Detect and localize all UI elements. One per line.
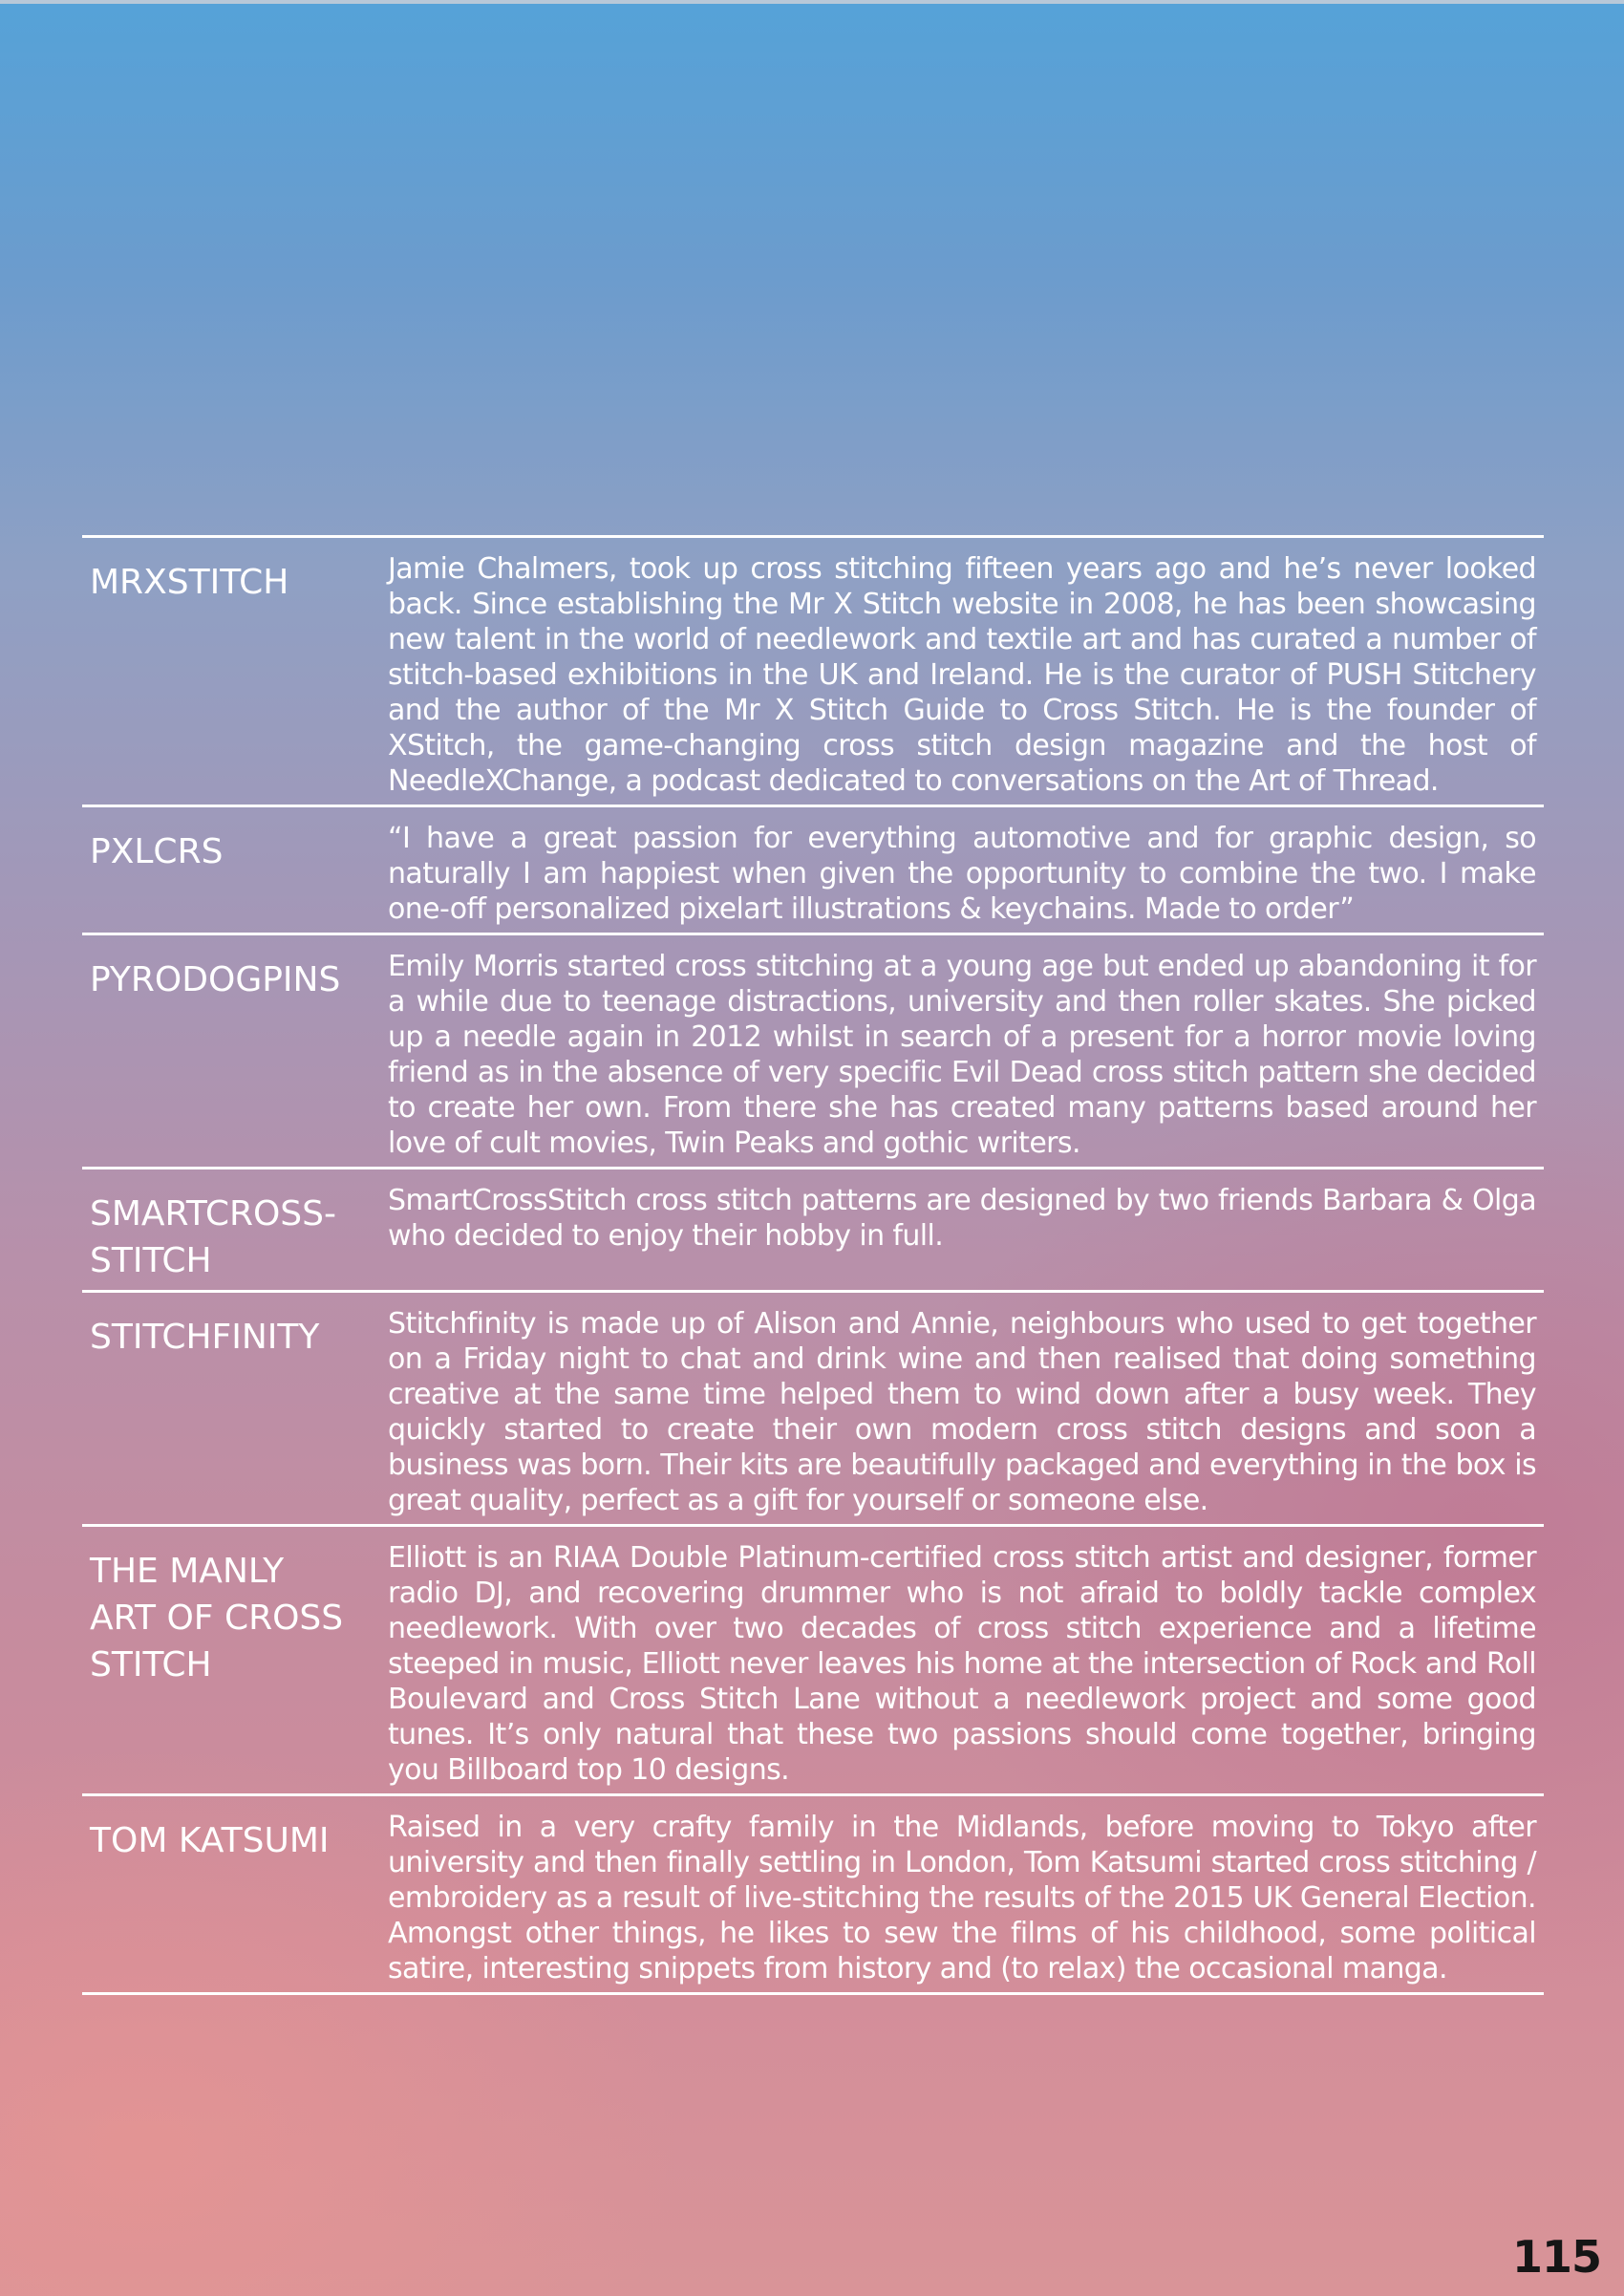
contributor-name: MRXSTITCH: [90, 563, 289, 602]
top-edge-rule: [0, 0, 1624, 4]
contributor-list: [82, 535, 1544, 1995]
contributor-entry: [82, 535, 1544, 805]
contributor-name: SMARTCROSS- STITCH: [90, 1194, 336, 1280]
contributor-bio: SmartCrossStitch cross stitch patterns are designed by two friends Barbara & Olga who decided to enjoy their hobby in full.: [388, 1184, 1536, 1253]
contributor-name: STITCHFINITY: [90, 1318, 320, 1357]
contributor-bio: Raised in a very crafty family in the Midlands, before moving to Tokyo after university and then finally settling in London, Tom Katsumi started cross stitching / embroidery as a result of live-stitching the results of the 2015 UK General Election. Amongst other things, he likes to sew the films of his childhood, some political satire, interesting snippets from history and (to relax) the occasional manga.: [388, 1811, 1536, 1985]
contributor-entry: [82, 1524, 1544, 1793]
contributor-name: TOM KATSUMI: [90, 1821, 330, 1860]
contributor-bio: Emily Morris started cross stitching at a young age but ended up abandoning it for a while due to teenage distractions, university and then roller skates. She picked up a needle again in 2012 whilst in search of a present for a horror movie loving friend as in the absence of very specific Evil Dead cross stitch pattern she decided to create her own. From there she has created many patterns based around her love of cult movies, Twin Peaks and gothic writers.: [388, 950, 1536, 1160]
contributor-bio: “I have a great passion for everything automotive and for graphic design, so naturally I am happiest when given the opportunity to combine the two. I make one-off personalized pixelart illustrations & keychains. Made to order”: [388, 822, 1536, 926]
contributor-entry: [82, 933, 1544, 1167]
contributor-entry: [82, 1793, 1544, 1995]
contributor-name: THE MANLY ART OF CROSS STITCH: [90, 1552, 344, 1684]
contributor-bio: Jamie Chalmers, took up cross stitching fifteen years ago and he’s never looked back. Since establishing the Mr X Stitch website in 2008, he has been showcasing new talent in the world of needlework and textile art and has curated a number of stitch-based exhibitions in the UK and Ireland. He is the curator of PUSH Stitchery and the author of the Mr X Stitch Guide to Cross Stitch. He is the founder of XStitch, the game-changing cross stitch design magazine and the host of NeedleXChange, a podcast dedicated to conversations on the Art of Thread.: [388, 552, 1536, 798]
contributor-bio: Stitchfinity is made up of Alison and Annie, neighbours who used to get together on a Friday night to chat and drink wine and then realised that doing something creative at the same time helped them to wind down after a busy week. They quickly started to create their own modern cross stitch designs and soon a business was born. Their kits are beautifully packaged and everything in the box is great quality, perfect as a gift for yourself or someone else.: [388, 1307, 1536, 1517]
contributor-entry: [82, 805, 1544, 933]
contributor-bio: Elliott is an RIAA Double Platinum-certified cross stitch artist and designer, former radio DJ, and recovering drummer who is not afraid to boldly tackle complex needlework. With over two decades of cross stitch experience and a lifetime steeped in music, Elliott never leaves his home at the intersection of Rock and Roll Boulevard and Cross Stitch Lane without a needlework project and some good tunes. It’s only natural that these two passions should come together, bringing you Billboard top 10 designs.: [388, 1541, 1536, 1787]
contributor-entry: [82, 1167, 1544, 1290]
contributor-entry: [82, 1290, 1544, 1524]
page-number: 115: [1511, 2231, 1601, 2283]
contributor-name: PXLCRS: [90, 832, 224, 871]
contributor-name: PYRODOGPINS: [90, 960, 341, 999]
